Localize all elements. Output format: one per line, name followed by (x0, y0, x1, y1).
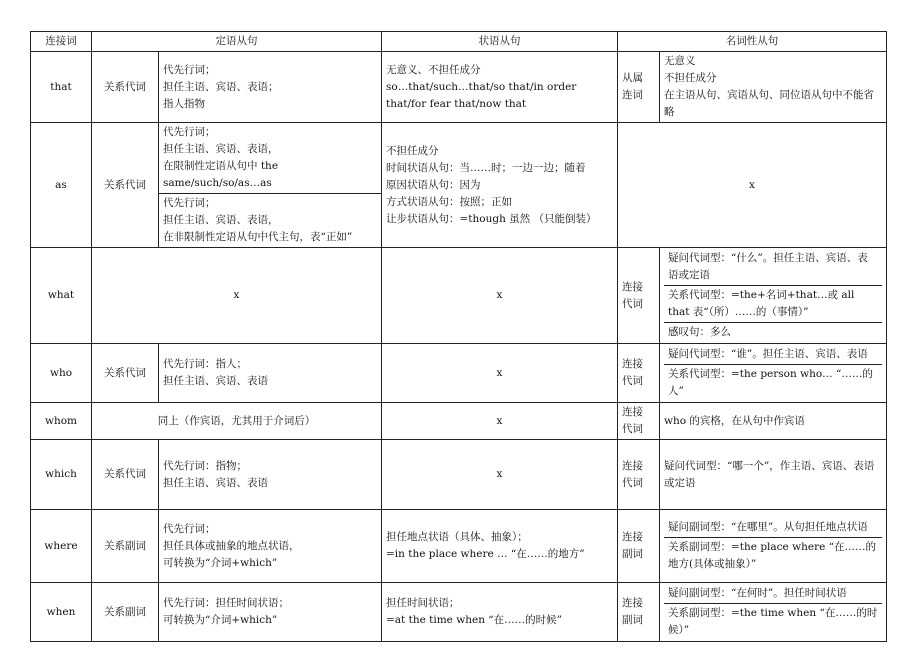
nom-desc-cell (660, 52, 887, 123)
row-who (31, 344, 887, 403)
attr-type-cell: 关系代词 (92, 440, 159, 510)
attr-type-cell: 关系代词 (92, 344, 159, 403)
nom-sub-item: 疑问代词型：“什么”。担任主语、宾语、表语或定语 (664, 249, 882, 286)
attr-x-cell: x (92, 248, 382, 344)
text-line: 代先行词：指人； (163, 358, 247, 370)
text-line: 担任时间状语； (386, 597, 460, 609)
nom-x-cell: x (618, 123, 887, 248)
nom-sub-item: 疑问代词型：“谁”。担任主语、宾语、表语 (664, 345, 882, 365)
nom-sub-cell (660, 248, 887, 344)
row-what (31, 248, 887, 344)
attr-desc-cell (159, 123, 382, 194)
nom-desc-cell: who 的宾格，在从句中作宾语 (660, 403, 887, 440)
text-line: 担任主语、宾语、表语； (163, 80, 279, 93)
text-line: 无意义 (664, 55, 696, 67)
text-line: 代词 (622, 423, 643, 435)
text-line: 连接 (622, 280, 643, 293)
text-line: 让步状语从句：=though 虽然 （只能倒装） (386, 212, 597, 225)
text-line: 不担任成分 (386, 144, 439, 157)
nom-type-cell (618, 440, 660, 510)
attr-desc-cell (159, 52, 382, 123)
text-line: 担任主语、宾语、表语， (163, 143, 279, 155)
nom-sub-item: 关系代词型：=the+名词+that…或 all that 表“（所）……的（事情）” (664, 286, 882, 323)
attr-type-cell: 关系代词 (92, 123, 159, 248)
adv-x-cell: x (382, 403, 618, 440)
text-line: 代先行词； (163, 197, 216, 209)
header-attributive: 定语从句 (92, 32, 382, 52)
text-line: 指人指物 (163, 97, 205, 110)
text-line: 代词 (622, 297, 643, 310)
adv-desc-cell (382, 583, 618, 642)
header-connective: 连接词 (31, 32, 92, 52)
attr-type-cell: 关系代词 (92, 52, 159, 123)
text-line: 代先行词：担任时间状语； (163, 597, 289, 609)
nom-sub-cell (660, 510, 887, 583)
text-line: 担任主语、宾语、表语 (163, 476, 268, 489)
nom-desc-cell: 疑问代词型：“哪一个”，作主语、宾语、表语或定语 (660, 440, 887, 510)
nom-sub-item: 关系代词型：=the person who… “……的人” (668, 368, 873, 397)
header-nominal: 名词性从句 (618, 32, 887, 52)
nom-type-cell (618, 344, 660, 403)
text-line: 担任具体或抽象的地点状语， (163, 539, 300, 552)
nom-sub-cell (660, 344, 887, 403)
text-line: 代词 (622, 476, 643, 489)
nom-sub-item: 疑问副词型：“在哪里”。从句担任地点状语 (664, 518, 882, 538)
text-line: 副词 (622, 614, 643, 626)
text-line: 代词 (622, 375, 643, 387)
nom-type-cell (618, 510, 660, 583)
text-line: =in the place where … “在……的地方” (386, 548, 585, 560)
text-line: 代先行词：指物； (163, 459, 247, 472)
row-where (31, 510, 887, 583)
text-line: 连接 (622, 531, 643, 543)
text-line: 代先行词； (163, 522, 216, 535)
nom-sub-item: 疑问副词型：“在何时”。担任时间状语 (664, 584, 882, 604)
adv-x-cell: x (382, 440, 618, 510)
word-cell: which (31, 440, 92, 510)
attr-type-cell: 关系副词 (92, 583, 159, 642)
word-cell: where (31, 510, 92, 583)
text-line: 连接 (622, 597, 643, 609)
text-line: so…that/such…that/so that/in order that/for fear that/now that (386, 80, 577, 110)
word-cell: when (31, 583, 92, 642)
header-row (31, 32, 887, 52)
word-cell: as (31, 123, 92, 248)
text-line: =at the time when “在……的时候” (386, 614, 563, 626)
row-which (31, 440, 887, 510)
text-line: 时间状语从句：当……时；一边一边；随着 (386, 161, 586, 174)
text-line: 可转换为“介词+which” (163, 556, 278, 569)
nom-type-cell (618, 52, 660, 123)
attr-type-cell: 关系副词 (92, 510, 159, 583)
attr-desc-cell (159, 583, 382, 642)
text-line: 从属 (622, 72, 643, 84)
attr-desc-cell (159, 440, 382, 510)
text-line: 担任主语、宾语、表语， (163, 214, 279, 226)
row-when (31, 583, 887, 642)
nom-sub-item: 感叹句：多么 (668, 326, 731, 338)
word-cell: that (31, 52, 92, 123)
text-line: 连接 (622, 358, 643, 370)
text-line: 在限制性定语从句中 the same/such/so/as…as (163, 160, 279, 189)
text-line: 代先行词； (163, 126, 216, 138)
adv-desc-cell (382, 123, 618, 248)
row-that (31, 52, 887, 123)
text-line: 无意义、不担任成分 (386, 63, 481, 76)
adv-x-cell: x (382, 248, 618, 344)
text-line: 连词 (622, 89, 643, 101)
nom-type-cell (618, 583, 660, 642)
text-line: 连接 (622, 459, 643, 472)
text-line: 副词 (622, 548, 643, 560)
word-cell: what (31, 248, 92, 344)
text-line: 不担任成分 (664, 72, 717, 84)
row-whom (31, 403, 887, 440)
nom-sub-item: 关系副词型：=the place where “在……的地方(具体或抽象）” (668, 541, 877, 570)
row-as (31, 123, 887, 194)
text-line: 在非限制性定语从句中代主句，表“正如” (163, 231, 353, 243)
text-line: 方式状语从句：按照；正如 (386, 195, 512, 208)
text-line: 连接 (622, 406, 643, 418)
grammar-table (30, 31, 887, 642)
attr-desc-cell (159, 344, 382, 403)
text-line: 可转换为“介词+which” (163, 614, 278, 626)
nom-sub-item: 关系副词型：=the time when “在……的时候）” (668, 607, 878, 636)
adv-desc-cell (382, 510, 618, 583)
text-line: 担任地点状语（具体、抽象）； (386, 531, 528, 543)
text-line: 在主语从句、宾语从句、同位语从句中不能省略 (664, 89, 874, 118)
text-line: 代先行词； (163, 63, 216, 76)
word-cell: whom (31, 403, 92, 440)
word-cell: who (31, 344, 92, 403)
text-line: 原因状语从句：因为 (386, 178, 481, 191)
nom-type-cell (618, 248, 660, 344)
nom-type-cell (618, 403, 660, 440)
text-line: 担任主语、宾语、表语 (163, 375, 268, 387)
adv-x-cell: x (382, 344, 618, 403)
header-adverbial: 状语从句 (382, 32, 618, 52)
nom-sub-cell (660, 583, 887, 642)
attr-desc-cell (159, 510, 382, 583)
attr-desc-cell (159, 194, 382, 248)
adv-desc-cell (382, 52, 618, 123)
attr-desc-cell: 同上（作宾语，尤其用于介词后） (92, 403, 382, 440)
